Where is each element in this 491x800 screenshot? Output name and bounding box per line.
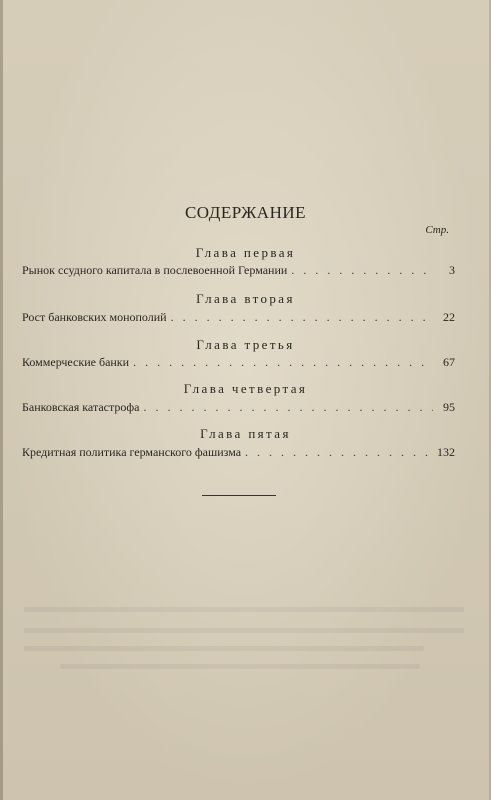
chapter-label: Глава пятая: [200, 426, 291, 441]
toc-entry[interactable]: [22, 355, 455, 371]
toc-entry-title: Коммерческие банки: [22, 355, 130, 369]
closing-rule: [202, 495, 276, 496]
toc-entry-title: Рост банковских монополий: [22, 310, 167, 324]
toc-entry-title: Кредитная политика германского фашизма: [22, 445, 242, 459]
dot-leader: [287, 263, 433, 278]
dot-leader: [129, 355, 433, 370]
chapter-label: Глава вторая: [196, 291, 295, 306]
toc-heading: СОДЕРЖАНИЕ: [184, 203, 307, 222]
dot-leader: [241, 445, 433, 460]
dot-leader: [167, 310, 433, 325]
dot-leader: [139, 400, 433, 415]
toc-entry-page: 95: [443, 400, 455, 414]
toc-entry[interactable]: [22, 400, 455, 416]
toc-entry-page: 67: [443, 355, 455, 369]
show-through-smudge: [24, 607, 464, 612]
chapter-label: Глава четвертая: [183, 381, 308, 396]
show-through-smudge: [60, 664, 420, 669]
toc-entry-title: Рынок ссудного капитала в послевоенной Германии: [22, 263, 288, 277]
toc-entry-page: 132: [437, 445, 455, 459]
toc-entry-page: 22: [443, 310, 455, 324]
page-column-label: Стр.: [425, 224, 449, 236]
toc-entry[interactable]: [22, 445, 455, 461]
toc-entry-page: 3: [449, 263, 455, 277]
toc-entry[interactable]: [22, 263, 455, 279]
chapter-label: Глава третья: [196, 337, 295, 352]
chapter-label: Глава первая: [195, 245, 296, 260]
toc-entry-title: Банковская катастрофа: [22, 400, 140, 414]
show-through-smudge: [24, 646, 424, 651]
show-through-smudge: [24, 628, 464, 633]
toc-entry[interactable]: [22, 310, 455, 326]
